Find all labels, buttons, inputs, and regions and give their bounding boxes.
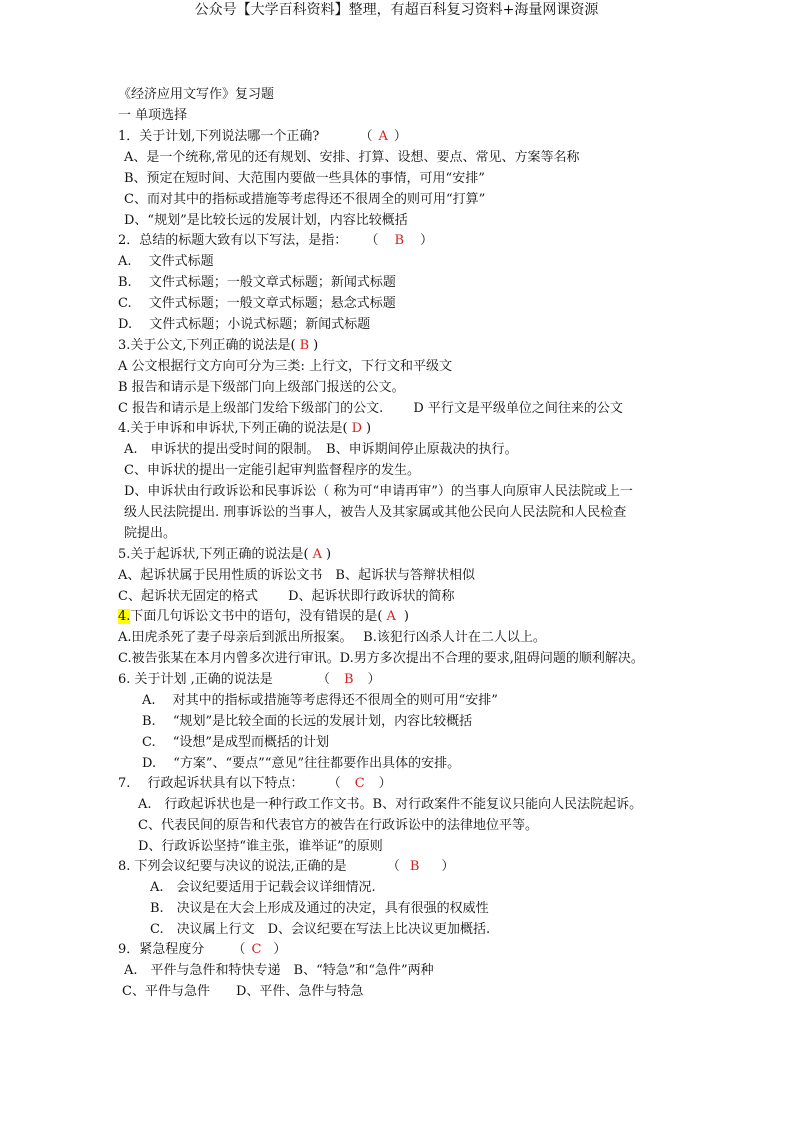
option: D、行政诉讼坚持“谁主张，谁举证”的原则 xyxy=(138,839,383,854)
option: C、申诉状的提出一定能引起审判监督程序的发生。 xyxy=(124,463,420,478)
answer-letter: A xyxy=(312,547,322,562)
question-stem: 2．总结的标题大致有以下写法，是指： xyxy=(118,233,348,248)
doc-title: 《经济应用文写作》复习题 xyxy=(118,87,275,102)
option: B 报告和请示是下级部门向上级部门报送的公文。 xyxy=(118,380,405,395)
option: 院提出。 xyxy=(124,526,177,541)
option: C、而对其中的指标或措施等考虑得还不很周全的则可用“打算” xyxy=(124,192,486,207)
option: C、代表民间的原告和代表官方的被告在行政诉讼中的法律地位平等。 xyxy=(138,818,538,833)
question-8: 8. 下列会议纪要与决议的说法,正确的是 （ B ） xyxy=(118,859,455,874)
option: A. 对其中的指标或措施等考虑得还不很周全的则可用“安排” xyxy=(142,693,498,708)
question-stem: 4.关于申诉和申诉状,下列正确的说法是( xyxy=(118,421,348,436)
answer-letter: A xyxy=(378,129,388,144)
answer-letter: B xyxy=(299,338,310,353)
answer-letter: C xyxy=(251,942,262,957)
option: 级人民法院提出. 刑事诉讼的当事人，被告人及其家属或其他公民向人民法院和人民检查 xyxy=(124,505,627,520)
option: A. 平件与急件和特快专递 B、“特急”和“急件”两种 xyxy=(124,963,434,978)
question-7: 7. 行政起诉状具有以下特点： （ C ） xyxy=(118,776,392,791)
answer-letter: B xyxy=(394,233,404,248)
option: A. 会议纪要适用于记载会议详细情况. xyxy=(150,880,376,895)
question-5: 5.关于起诉状,下列正确的说法是( A ) xyxy=(118,547,332,562)
answer-letter: D xyxy=(351,421,363,436)
option: A. 行政起诉状也是一种行政工作文书。B、对行政案件不能复议只能向人民法院起诉。 xyxy=(138,797,643,812)
answer-letter: A xyxy=(386,609,396,624)
option: C. 决议属上行文 D、会议纪要在写法上比决议更加概括. xyxy=(150,922,491,937)
question-1: 1．关于计划,下列说法哪一个正确? （ A ） xyxy=(118,129,407,144)
option: A 公文根据行文方向可分为三类: 上行文，下行文和平级文 xyxy=(118,359,453,374)
option: C 报告和请示是上级部门发给下级部门的公文. D 平行文是平级单位之间往来的公文 xyxy=(118,401,623,416)
highlighted-number: 4. xyxy=(118,609,131,624)
option: B. 文件式标题；一般文章式标题；新闻式标题 xyxy=(118,275,396,290)
option: D. “方案”、“要点”“意见”往往都要作出具体的安排。 xyxy=(142,756,461,771)
option: A.田虎杀死了妻子母亲后到派出所报案。 B.该犯行凶杀人计在二人以上。 xyxy=(118,630,546,645)
question-4b: 4.下面几句诉讼文书中的语句，没有错误的是( A ) xyxy=(118,609,409,624)
option: A. 文件式标题 xyxy=(118,254,214,269)
option: C.被告张某在本月内曾多次进行审讯。D.男方多次提出不合理的要求,阻碍问题的顺利解决。 xyxy=(118,651,644,666)
question-stem: 1．关于计划,下列说法哪一个正确? xyxy=(118,129,320,144)
option: C、平件与急件 D、平件、急件与特急 xyxy=(122,984,364,999)
question-stem: 6. 关于计划 ,正确的说法是 xyxy=(118,672,273,687)
answer-letter: C xyxy=(354,776,365,791)
question-9: 9．紧急程度分 （ C ） xyxy=(118,942,287,957)
question-stem: 8. 下列会议纪要与决议的说法,正确的是 xyxy=(118,859,347,874)
option: B. 决议是在大会上形成及通过的决定，具有很强的权威性 xyxy=(150,901,489,916)
option: A. 申诉状的提出受时间的限制。 B、申诉期间停止原裁决的执行。 xyxy=(124,442,518,457)
option: C. 文件式标题；一般文章式标题；悬念式标题 xyxy=(118,296,396,311)
question-2: 2．总结的标题大致有以下写法，是指： （ B ） xyxy=(118,233,434,248)
question-3: 3.关于公文,下列正确的说法是( B ) xyxy=(118,338,319,353)
question-stem: 5.关于起诉状,下列正确的说法是( xyxy=(118,547,309,562)
option: D、“规划”是比较长远的发展计划，内容比较概括 xyxy=(124,213,408,228)
option: A、是一个统称,常见的还有规划、安排、打算、设想、要点、常见、方案等名称 xyxy=(124,150,580,165)
option: C、起诉状无固定的格式 D、起诉状即行政诉状的简称 xyxy=(118,589,455,604)
question-6: 6. 关于计划 ,正确的说法是 （ B ） xyxy=(118,672,381,687)
page-header-banner: 公众号【大学百科资料】整理，有超百科复习资料+海量网课资源 xyxy=(194,2,599,18)
answer-letter: B xyxy=(343,672,354,687)
option: B. “规划”是比较全面的长远的发展计划，内容比较概括 xyxy=(142,714,473,729)
question-stem: 下面几句诉讼文书中的语句，没有错误的是( xyxy=(130,609,383,624)
question-stem: 3.关于公文,下列正确的说法是( xyxy=(118,338,296,353)
section-heading: 一 单项选择 xyxy=(118,108,188,123)
option: D. 文件式标题；小说式标题；新闻式标题 xyxy=(118,317,371,332)
answer-letter: B xyxy=(409,859,420,874)
question-stem: 9．紧急程度分 xyxy=(118,942,205,957)
option: A、起诉状属于民用性质的诉讼文书 B、起诉状与答辩状相似 xyxy=(118,568,475,583)
option: C. “设想”是成型而概括的计划 xyxy=(142,735,330,750)
question-stem: 7. 行政起诉状具有以下特点： xyxy=(118,776,304,791)
option: D、申诉状由行政诉讼和民事诉讼（ 称为可“申请再审”）的当事人向原审人民法院或上一 xyxy=(124,484,633,499)
question-4: 4.关于申诉和申诉状,下列正确的说法是( D ) xyxy=(118,421,372,436)
option: B、预定在短时间、大范围内要做一些具体的事情，可用“安排” xyxy=(124,171,485,186)
